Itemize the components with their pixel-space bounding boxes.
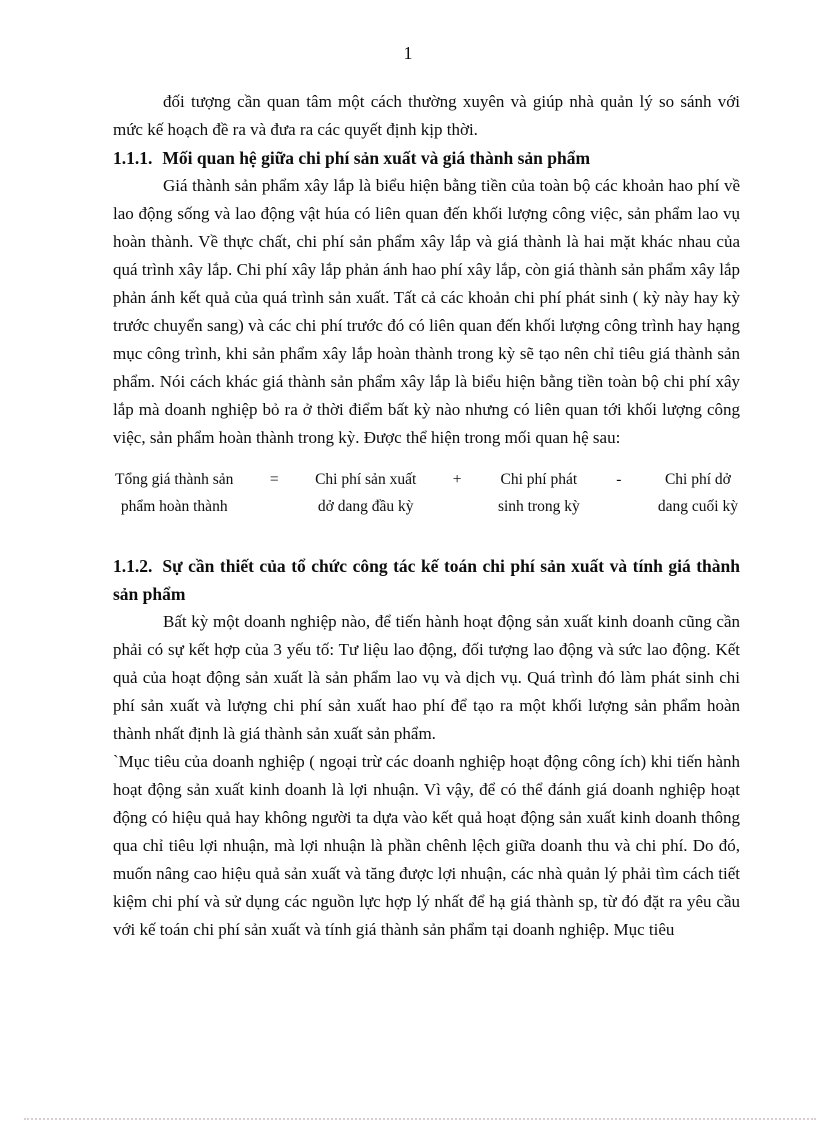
paragraph-business-objective: `Mục tiêu của doanh nghiệp ( ngoại trừ các doanh nghiệp hoạt động công ích) khi tiến hành hoạt động sản xuất kinh doanh là lợi nhuận. Vì vậy, để có thể đánh giá doanh nghiệp hoạt động có hiệu quả hay không người ta dựa vào kết quả hoạt động sản xuất kinh doanh thông qua chỉ tiêu lợi nhuận, mà lợi nhuận là phần chênh lệch giữa doanh thu và chi phí. Do đó, muốn nâng cao hiệu quả sản xuất và tăng được lợi nhuận, các nhà quản lý phải tìm cách tiết kiệm chi phí và sử dụng các nguồn lực hợp lý nhất để hạ giá thành sp, từ đó đặt ra yêu cầu với kế toán chi phí sản xuất và tính giá thành sản phẩm tại doanh nghiệp. Mục tiêu — [113, 752, 740, 939]
formula-term-line: Chi phí dở — [664, 471, 731, 488]
formula-term-line: Chi phí phát — [500, 471, 578, 488]
heading-1-1-1-text: Mối quan hệ giữa chi phí sản xuất và giá thành sản phẩm — [162, 148, 591, 168]
formula-term-ending-wip — [658, 466, 738, 520]
paragraph-intro-continued: đối tượng cần quan tâm một cách thường xuyên và giúp nhà quản lý so sánh với mức kế hoạch đề ra và đưa ra các quyết định kịp thời. — [113, 92, 740, 139]
paragraph-three-factors: Bất kỳ một doanh nghiệp nào, để tiến hành hoạt động sản xuất kinh doanh cũng cần phải có sự kết hợp của 3 yếu tố: Tư liệu lao động, đối tượng lao động và sức lao động. Kết quả của hoạt động sản xuất là sản phẩm lao vụ và dịch vụ. Quá trình đó làm phát sinh chi phí sản xuất và lượng chi phí sản xuất hao phí để tạo ra một khối lượng sản phẩm hoàn thành nhất định là giá thành sản xuất sản phẩm. — [113, 612, 740, 743]
document-body — [113, 88, 740, 944]
heading-1-1-2 — [113, 552, 740, 608]
page-break-divider — [24, 1118, 816, 1120]
formula-term-line: Chi phí sản xuất — [315, 471, 417, 488]
equals-operator: = — [269, 471, 279, 488]
heading-1-1-1-number: 1.1.1. — [113, 148, 153, 168]
plus-operator: + — [452, 471, 462, 488]
heading-1-1-1 — [113, 144, 740, 172]
page-number: 1 — [403, 43, 413, 63]
formula-term-total-cost — [115, 466, 233, 520]
formula-term-line: dang cuối kỳ — [657, 498, 738, 515]
paragraph-cost-vs-price: Giá thành sản phẩm xây lắp là biểu hiện bằng tiền của toàn bộ các khoản hao phí về lao động sống và lao động vật húa có liên quan đến khối lượng công việc, sản phẩm lao vụ hoàn thành. Về thực chất, chi phí sản phẩm xây lắp và giá thành là hai mặt khác nhau của quá trình xây lắp. Chi phí xây lắp phản ánh hao phí xây lắp, còn giá thành sản phẩm xây lắp phản ánh kết quả của quá trình sản xuất. Tất cả các khoản chi phí phát sinh ( kỳ này hay kỳ trước chuyển sang) và các chi phí trước đó có liên quan đến khối lượng công trình hay hạng mục công trình, khi sản phẩm xây lắp hoàn thành trong kỳ sẽ tạo nên chỉ tiêu giá thành sản phẩm. Nói cách khác giá thành sản phẩm xây lắp là biểu hiện bằng tiền toàn bộ chi phí xây lắp mà doanh nghiệp bỏ ra ở thời điểm bất kỳ nào nhưng có liên quan tới khối lượng công việc, sản phẩm hoàn thành trong kỳ. Được thể hiện trong mối quan hệ sau: — [113, 176, 740, 447]
formula-term-line: sinh trong kỳ — [497, 498, 580, 515]
formula-term-line: phẩm hoàn thành — [120, 498, 228, 515]
formula-term-line: Tổng giá thành sản — [115, 471, 234, 488]
heading-1-1-2-text: Sự cần thiết của tổ chức công tác kế toán chi phí sản xuất và tính giá thành sản phẩm — [113, 556, 740, 604]
formula-term-line: dở dang đầu kỳ — [317, 498, 414, 515]
minus-operator: - — [616, 471, 622, 488]
cost-formula — [115, 466, 738, 520]
formula-term-incurred-in-period — [498, 466, 580, 520]
formula-term-beginning-wip — [315, 466, 416, 520]
heading-1-1-2-number: 1.1.2. — [113, 556, 153, 576]
